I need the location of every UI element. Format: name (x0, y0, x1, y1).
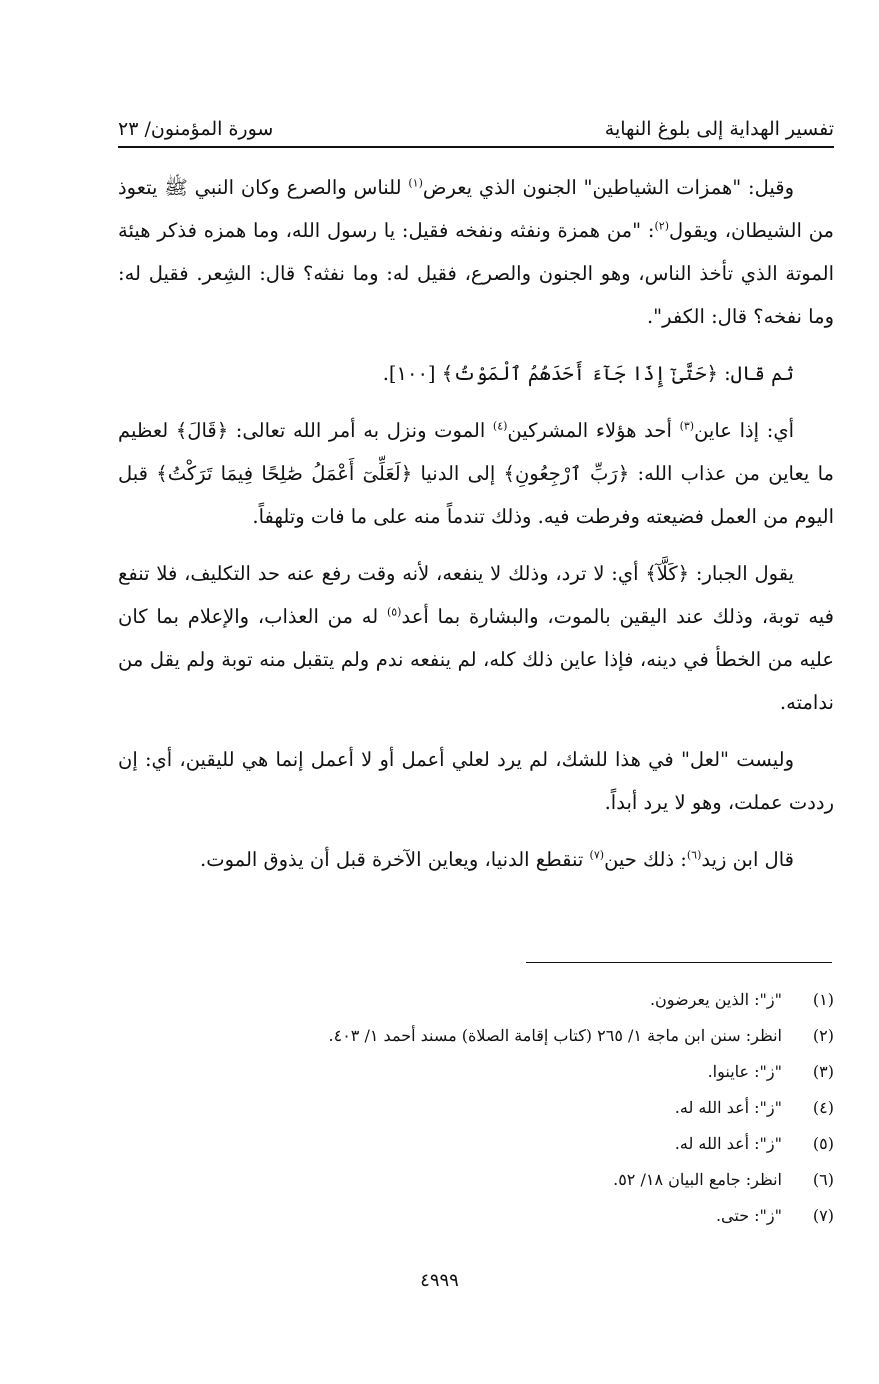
paragraph: يقول الجبار: ﴿كَلَّآ﴾ أي: لا ترد، وذلك لا ينفعه، لأنه وقت رفع عنه حد التكليف، فلا تنفع فيه توبة، وذلك عند اليقين بالموت، والبشارة بما أعد$^{(٥)}$ له من العذاب، والإعلام بما كان عليه من الخطأ في دينه، فإذا عاين ذلك كله، لم ينفعه ندم ولم يتقبل منه توبة ولم يقل من ندامته. (118, 562, 834, 714)
footnote-ref: (٢) (654, 219, 669, 233)
book-title: تفسير الهداية إلى بلوغ النهاية (604, 118, 834, 140)
footnote-item: (٦) انظر: جامع البيان ١٨/ ٥٢. (613, 1170, 834, 1189)
footnote-ref: (٤) (492, 419, 508, 433)
footnotes-list (118, 982, 834, 1234)
footnote-divider (526, 962, 832, 963)
paragraph: وقيل: "همزات الشياطين" الجنون الذي يعرض$^{(١)}$ للناس والصرع وكان النبي ﷺ يتعوذ من الشيطان، ويقول$^{(٢)}$: "من همزة ونفثه ونفخه فقيل: يا رسول الله، وما همزه فذكر هيئة الموتة الذي تأخذ الناس، وهو الجنون والصرع، فقيل له: وما نفثه؟ قال: الشِعر. فقيل له: وما نفخه؟ قال: الكفر". (118, 176, 835, 328)
footnote-item: (٥) "ز": أعد الله له. (674, 1134, 834, 1153)
footnote-ref: (٧) (589, 848, 605, 862)
footnote-item: (٧) "ز": حتى. (715, 1206, 834, 1225)
footnote-ref: (١) (408, 176, 423, 190)
footnote-ref: (٦) (686, 848, 702, 862)
paragraph: أي: إذا عاين$^{(٣)}$ أحد هؤلاء المشركين$^{(٤)}$ الموت ونزل به أمر الله تعالى: ﴿قَالَ﴾ لعظيم ما يعاين من عذاب الله: ﴿رَبِّ ٱرْجِعُونِ﴾ إلى الدنيا ﴿لَعَلِّىٓ أَعْمَلُ صَٰلِحًا فِيمَا تَرَكْتُ﴾ قبل اليوم من العمل فضيعته وفرطت فيه. وذلك تندماً منه على ما فات وتلهفاً. (118, 419, 834, 528)
surah-label: سورة المؤمنون/ ٢٣ (118, 118, 274, 140)
page-number: ٤٩٩٩ (420, 1270, 459, 1291)
paragraph: وليست "لعل" في هذا للشك، لم يرد لعلي أعمل أو لا أعمل إنما هي لليقين، أي: إن رددت عملت، وهو لا يرد أبداً. (118, 748, 834, 814)
footnote-item: (٣) "ز": عاينوا. (707, 1062, 834, 1081)
paragraph: ثم قال: ﴿حَتَّىٰٓ إِذَا جَآءَ أَحَدَهُمُ ٱلْمَوْتُ﴾ [١٠٠]. (382, 362, 794, 385)
footnote-item: (٤) "ز": أعد الله له. (674, 1098, 834, 1117)
page-header (118, 108, 834, 148)
main-text (118, 166, 834, 895)
footnote-ref: (٥) (386, 605, 402, 619)
footnote-item: (٢) انظر: سنن ابن ماجة ١/ ٢٦٥ (كتاب إقامة الصلاة) مسند أحمد ١/ ٤٠٣. (328, 1026, 834, 1045)
footnote-ref: (٣) (679, 419, 695, 433)
paragraph: قال ابن زيد$^{(٦)}$: ذلك حين$^{(٧)}$ تنقطع الدنيا، ويعاين الآخرة قبل أن يذوق الموت. (200, 848, 794, 871)
footnote-item: (١) "ز": الذين يعرضون. (649, 990, 834, 1009)
